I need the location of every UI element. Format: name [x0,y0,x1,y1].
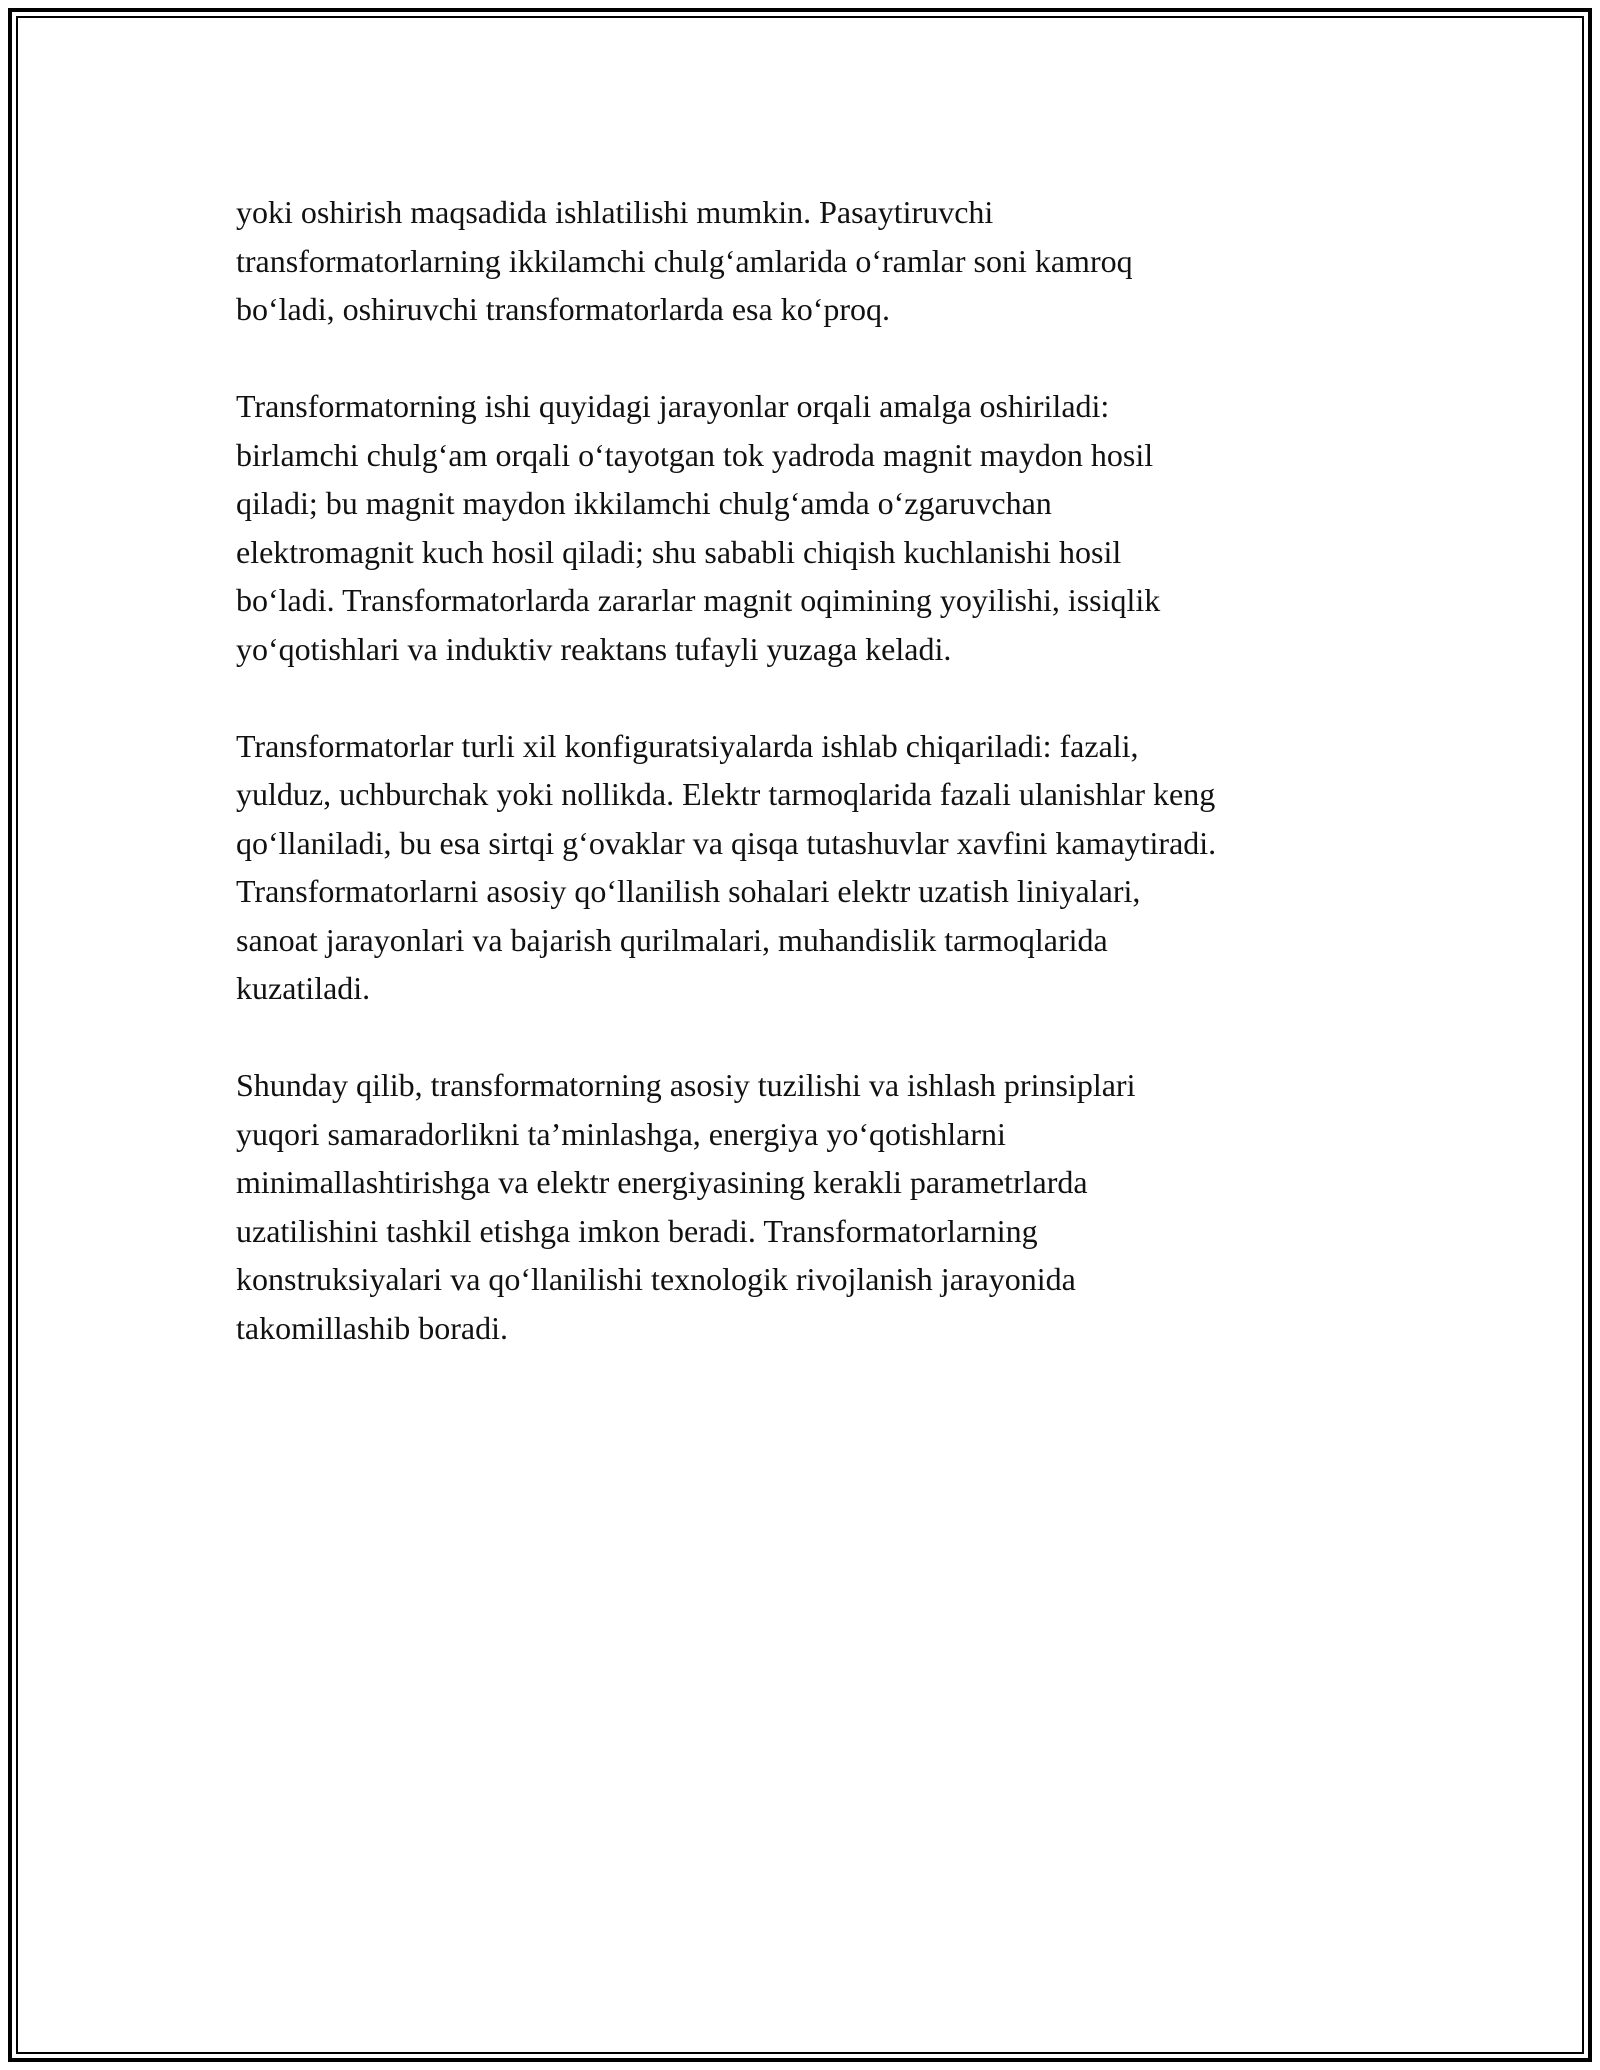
text-line: Shunday qilib, transformatorning asosiy tuzilishi va ishlash prinsiplari [236,1067,1136,1103]
text-line: Transformatorlar turli xil konfiguratsiyalarda ishlab chiqariladi: fazali, [236,727,1139,764]
text-line: birlamchi chulg‘am orqali o‘tayotgan tok yadroda magnit maydon hosil [236,436,1154,473]
text-line: yoki oshirish maqsadida ishlatilishi mumkin. Pasaytiruvchi [236,194,994,230]
text-line: transformatorlarning ikkilamchi chulg‘amlarida o‘ramlar soni kamroq [236,242,1133,279]
paragraph-step-up-down [236,188,1376,334]
text-line: yo‘qotishlari va induktiv reaktans tufayli yuzaga keladi. [236,630,952,667]
text-line: yuqori samaradorlikni ta’minlashga, energiya yo‘qotishlarni [236,1115,1006,1152]
text-line: konstruksiyalari va qo‘llanilishi texnologik rivojlanish jarayonida [236,1261,1076,1297]
paragraph-configurations [236,722,1376,1013]
text-line: Transformatorlarni asosiy qo‘llanilish sohalari elektr uzatish liniyalari, [236,873,1141,909]
paragraph-conclusion [236,1061,1376,1352]
text-line: qiladi; bu magnit maydon ikkilamchi chulg‘amda o‘zgaruvchan [236,485,1052,521]
text-line: kuzatiladi. [236,970,371,1006]
text-line: elektromagnit kuch hosil qiladi; shu sababli chiqish kuchlanishi hosil [236,533,1122,570]
text-line: takomillashib boradi. [236,1309,508,1346]
text-line: yulduz, uchburchak yoki nollikda. Elektr tarmoqlarida fazali ulanishlar keng [236,776,1216,812]
text-line: bo‘ladi, oshiruvchi transformatorlarda esa ko‘proq. [236,291,891,327]
text-line: bo‘ladi. Transformatorlarda zararlar magnit oqimining yoyilishi, issiqlik [236,582,1161,618]
paragraph-operation [236,382,1376,673]
text-line: minimallashtirishga va elektr energiyasining kerakli parametrlarda [236,1164,1088,1200]
text-line: uzatilishini tashkil etishga imkon beradi. Transformatorlarning [236,1212,1038,1249]
text-line: qo‘llaniladi, bu esa sirtqi g‘ovaklar va qisqa tutashuvlar xavfini kamaytiradi. [236,824,1217,861]
text-line: Transformatorning ishi quyidagi jarayonlar orqali amalga oshiriladi: [236,388,1110,424]
text-line: sanoat jarayonlari va bajarish qurilmalari, muhandislik tarmoqlarida [236,921,1108,958]
document-body [236,188,1376,1401]
